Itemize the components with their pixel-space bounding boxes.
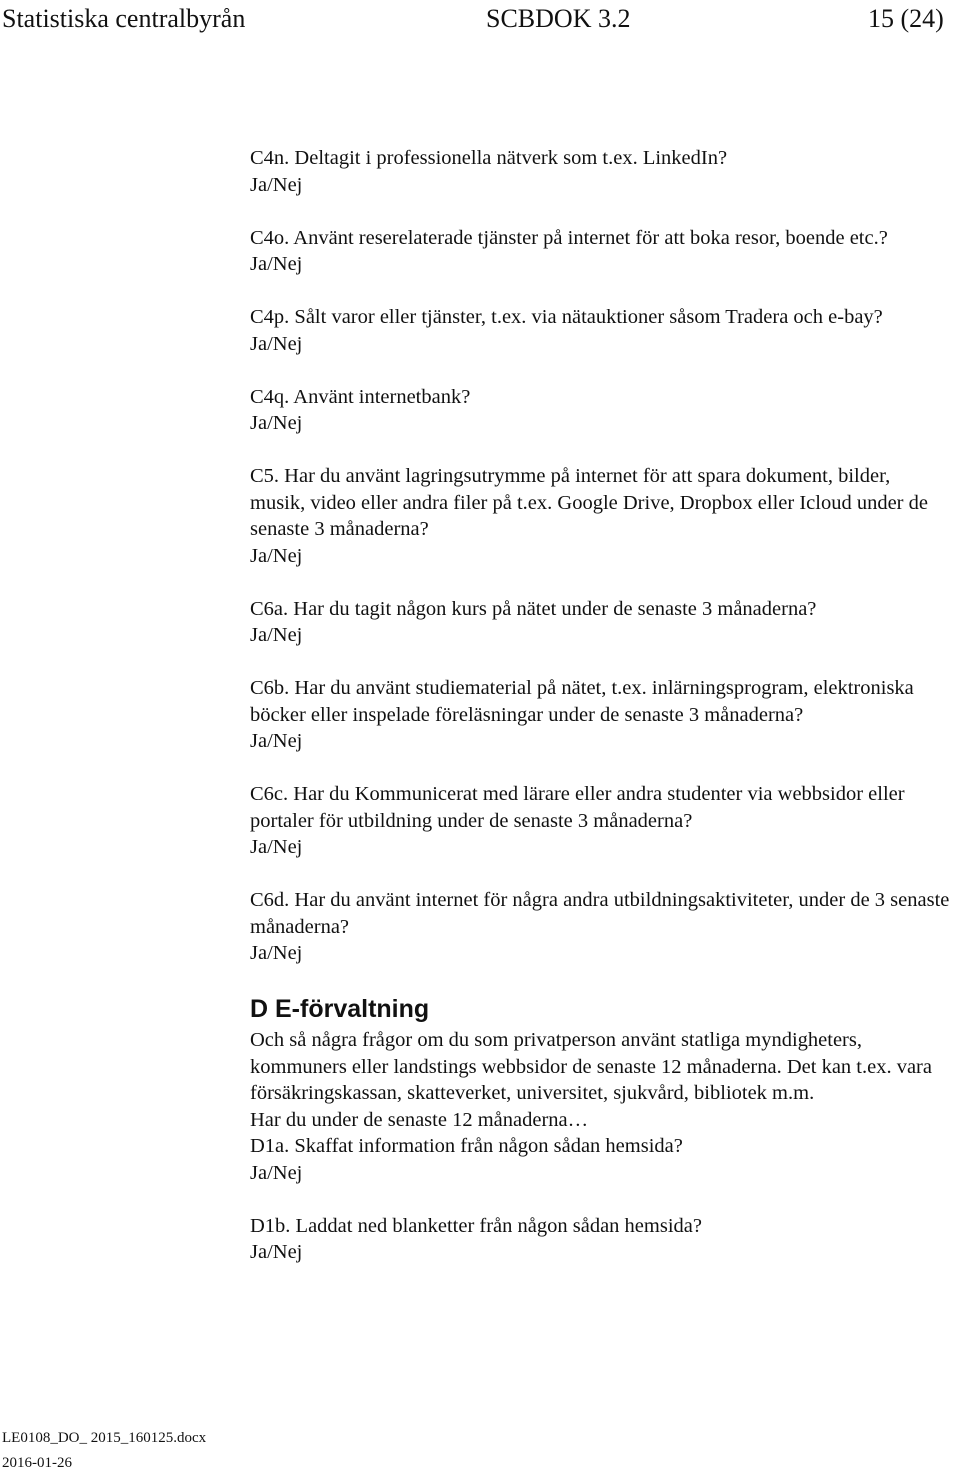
document-body <box>250 145 950 1292</box>
question-text: C5. Har du använt lagringsutrymme på internet för att spara dokument, bilder, musik, video eller andra filer på t.ex. Google Drive, Dropbox eller Icloud under de senaste 3 månaderna? <box>250 465 928 540</box>
question-c4o <box>250 225 950 278</box>
answer-options: Ja/Nej <box>250 836 303 858</box>
answer-options: Ja/Nej <box>250 624 303 646</box>
question-text: C4o. Använt reserelaterade tjänster på internet för att boka resor, boende etc.? <box>250 226 888 249</box>
answer-options: Ja/Nej <box>250 1161 303 1184</box>
answer-options: Ja/Nej <box>250 544 303 567</box>
page-header <box>0 0 960 44</box>
question-c6d <box>250 887 950 967</box>
question-text: C6b. Har du använt studiematerial på nätet, t.ex. inlärningsprogram, elektroniska böcker eller inspelade föreläsningar under de senaste 3 månaderna? <box>250 677 914 726</box>
question-c4n <box>250 145 950 198</box>
question-text: C4p. Sålt varor eller tjänster, t.ex. via nätauktioner såsom Tradera och e-bay? <box>250 306 883 328</box>
answer-options: Ja/Nej <box>250 1241 303 1263</box>
section-heading: D E-förvaltning <box>250 995 430 1023</box>
question-text: C6c. Har du Kommunicerat med lärare eller andra studenter via webbsidor eller portaler för utbildning under de senaste 3 månaderna? <box>250 783 905 832</box>
organization-name: Statistiska centralbyrån <box>2 4 246 33</box>
question-c6c <box>250 781 950 861</box>
question-c6a <box>250 596 950 649</box>
question-c4q <box>250 384 950 437</box>
footer-date: 2016-01-26 <box>2 1455 72 1471</box>
document-id: SCBDOK 3.2 <box>486 4 631 33</box>
question-text: C6a. Har du tagit någon kurs på nätet under de senaste 3 månaderna? <box>250 597 817 620</box>
question-text: C4q. Använt internetbank? <box>250 385 471 408</box>
question-text: C4n. Deltagit i professionella nätverk som t.ex. LinkedIn? <box>250 147 728 169</box>
question-text: D1b. Laddat ned blanketter från någon sådan hemsida? <box>250 1214 702 1237</box>
answer-options: Ja/Nej <box>250 412 303 434</box>
answer-options: Ja/Nej <box>250 253 303 275</box>
question-text: C6d. Har du använt internet för några andra utbildningsaktiviteter, under de 3 senaste månaderna? <box>250 889 950 938</box>
question-c6b <box>250 675 950 755</box>
answer-options: Ja/Nej <box>250 173 303 196</box>
section-lead: Har du under de senaste 12 månaderna… <box>250 1108 589 1131</box>
question-c5 <box>250 463 950 569</box>
question-text: D1a. Skaffat information från någon sådan hemsida? <box>250 1135 683 1157</box>
page-number: 15 (24) <box>868 4 944 33</box>
answer-options: Ja/Nej <box>250 332 303 355</box>
answer-options: Ja/Nej <box>250 942 303 964</box>
section-intro: Och så några frågor om du som privatperson använt statliga myndigheters, kommuners eller landstings webbsidor de senaste 12 månaderna. Det kan t.ex. vara försäkringskassan, skatteverket, universitet, sjukvård, bibliotek m.m. <box>250 1029 932 1104</box>
answer-options: Ja/Nej <box>250 730 303 752</box>
question-c4p <box>250 304 950 357</box>
question-d1b <box>250 1213 950 1266</box>
footer-filename: LE0108_DO_ 2015_160125.docx <box>2 1430 207 1446</box>
question-d1a <box>250 1133 950 1186</box>
